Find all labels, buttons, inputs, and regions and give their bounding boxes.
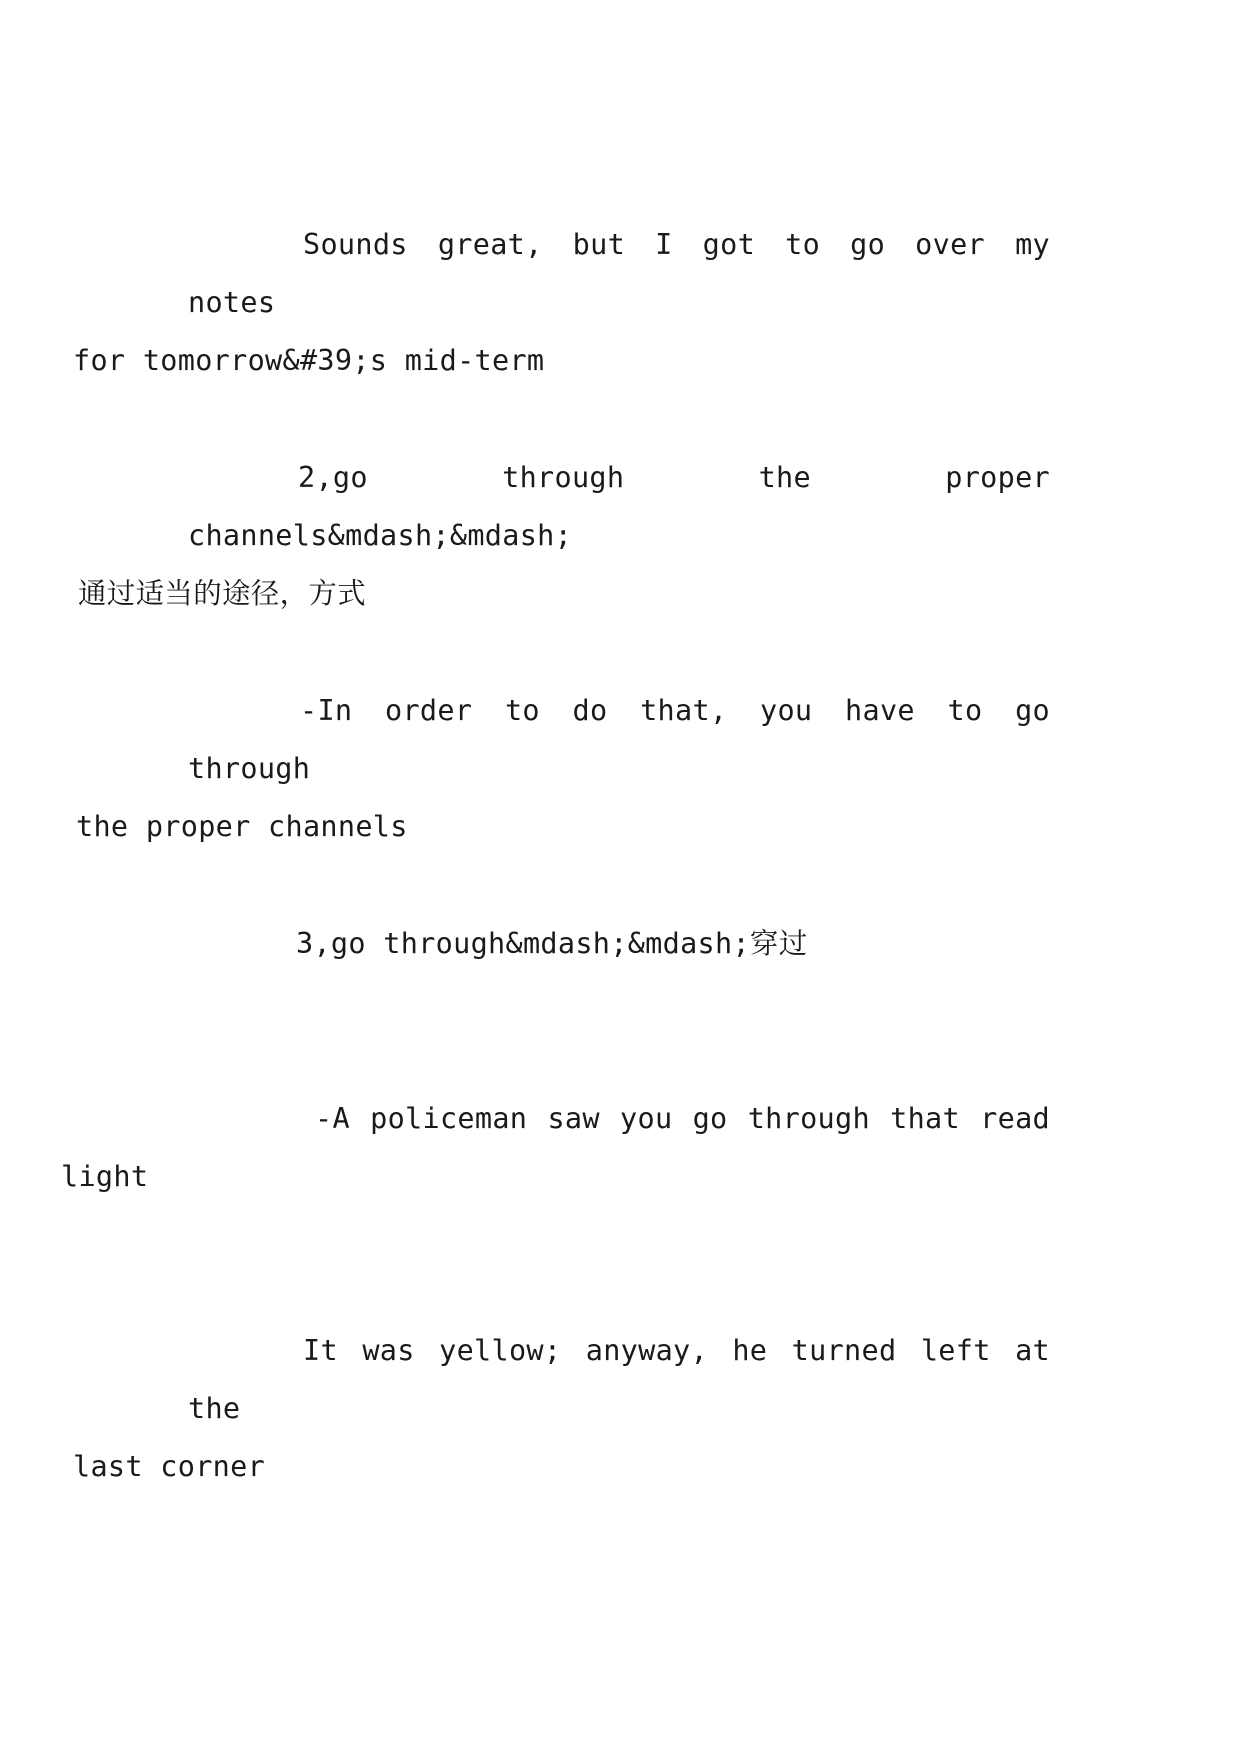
paragraph-5 <box>61 1090 1050 1206</box>
paragraph-6-line-2: last corner <box>73 1450 266 1483</box>
paragraph-6-line-1: It was yellow; anyway, he turned left at the <box>188 1334 1050 1425</box>
paragraph-4-line-1: 3,go through&mdash;&mdash;穿过 <box>296 927 808 960</box>
paragraph-2 <box>78 449 1050 623</box>
paragraph-3-line-1: -In order to do that, you have to go through <box>188 694 1050 785</box>
paragraph-1-line-2: for tomorrow&#39;s mid-term <box>73 344 545 377</box>
paragraph-4 <box>188 915 1050 973</box>
paragraph-1-line-1: Sounds great, but I got to go over my notes <box>188 228 1050 319</box>
paragraph-5-line-2: light <box>61 1160 149 1193</box>
paragraph-3-line-2: the proper channels <box>76 810 408 843</box>
paragraph-3 <box>76 682 1050 856</box>
paragraph-1 <box>73 216 1050 390</box>
paragraph-2-line-1: 2,go through the proper channels&mdash;&mdash; <box>188 461 1050 552</box>
paragraph-6 <box>73 1322 1050 1496</box>
paragraph-2-line-2: 通过适当的途径，方式 <box>78 577 367 610</box>
paragraph-5-line-1: -A policeman saw you go through that read <box>315 1102 1050 1135</box>
